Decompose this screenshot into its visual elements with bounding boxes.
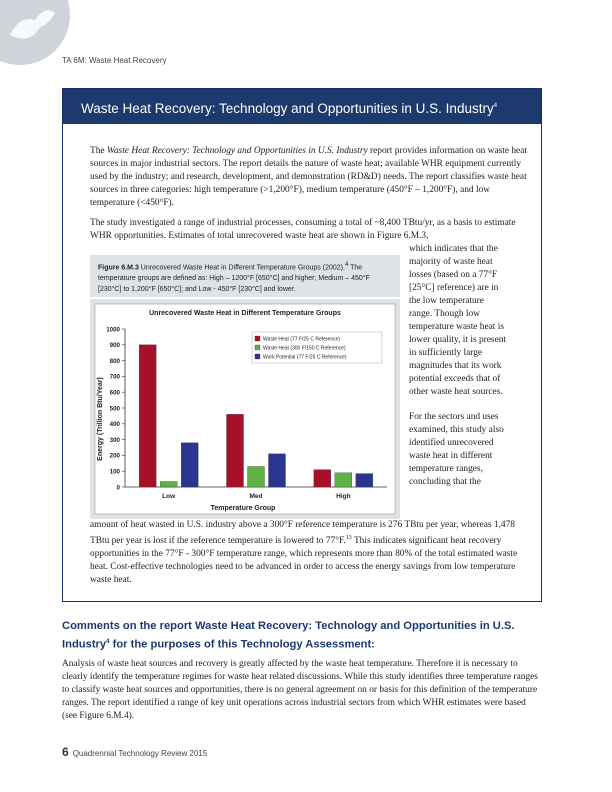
side-paragraph-1: which indicates that the majority of waste heat losses (based on a 77°F [25°C] reference) are in the low temperature range. Though low temperature waste heat is lower quality, it is present in sufficiently large magnitudes that its work potential exceeds that of other waste heat sources. <box>409 244 507 397</box>
bar <box>335 473 352 487</box>
y-tick-label: 400 <box>109 421 120 429</box>
side-text <box>409 243 509 489</box>
box-paragraph-3: amount of heat wasted in U.S. industry above a 300°F reference temperature is 276 TBtu per year, whereas 1,478 TBtu per year is lost if the reference temperature is lowered to 77°F.$^{13}$ This indicates significant heat recovery opportunities in the 77°F - 300°F temperature range, which represents more than 80% of the total estimated waste heat. Cost-effective technologies need to be advanced in order to access the energy savings from low temperature waste heat. <box>90 520 518 586</box>
legend-label: Waste Heat (77 F/25 C Reference) <box>263 336 341 343</box>
corner-emblem <box>0 0 70 65</box>
bar <box>248 466 265 487</box>
legend-swatch <box>255 345 260 350</box>
bar <box>139 345 156 487</box>
comments-paragraph: Analysis of waste heat sources and recovery is greatly affected by the waste heat temperature. Therefore it is necessary to clearly identify the temperature regimes for waste heat related discussions. While this study identifies three temperature ranges to classify waste heat sources and opportunities, there is no general agreement on or basis for this definition of the temperature ranges. The report identified a range of key unit operations across industrial sectors from which WHR estimates were based (see Figure 6.M.4). <box>62 659 538 721</box>
legend-swatch <box>255 354 260 359</box>
y-tick-label: 0 <box>116 484 120 492</box>
legend-label: Work Potential (77 F/25 C Reference) <box>263 354 347 361</box>
box-title: Waste Heat Recovery: Technology and Opportunities in U.S. Industry$^4$ <box>63 89 541 124</box>
bar <box>356 474 373 487</box>
y-tick-label: 200 <box>109 452 120 460</box>
x-tick-label: Low <box>162 493 176 500</box>
y-tick-label: 1000 <box>106 326 120 334</box>
publication-name: Quadrennial Technology Review 2015 <box>72 749 208 758</box>
chart-x-axis-label: Temperature Group <box>210 505 276 512</box>
side-paragraph-2: For the sectors and uses examined, this study also identified unrecovered waste heat in different temperature ranges, concluding that the <box>409 412 504 487</box>
bar <box>269 454 286 487</box>
sidebar-box <box>62 88 542 602</box>
figure-caption: Figure 6.M.3 Unrecovered Waste Heat in Different Temperature Groups (2002).$^4$ The temperature groups are defined as: High – 1200°F [650°C] and higher; Medium – 450°F [230°C] to 1,200°F [650°C]; and Low - 450°F [230°C] and lower. <box>90 255 400 297</box>
box-paragraph-1: The Waste Heat Recovery: Technology and Opportunities in U.S. Industry report provides information on waste heat sources in major industrial sectors. The report details the nature of waste heat; available WHR equipment currently used by the industry; and research, development, and demonstration (RD&D) needs. The report classifies waste heat sources in three categories: high temperature (>1,200°F), medium temperature (450°F – 1,200°F), and low temperature (<450°F). <box>90 146 527 208</box>
box-title-ref: 4 <box>493 103 498 109</box>
footer <box>62 745 207 759</box>
bar <box>181 443 198 487</box>
legend-label: Waste Heat (300 F/150 C Reference) <box>263 345 346 352</box>
legend-swatch <box>255 336 260 341</box>
bar <box>227 414 244 487</box>
y-tick-label: 700 <box>109 373 120 381</box>
bar <box>160 481 177 487</box>
figure-frame <box>90 299 400 519</box>
y-tick-label: 800 <box>109 357 120 365</box>
x-tick-label: High <box>336 493 351 500</box>
running-head: TA 6M: Waste Heat Recovery <box>62 56 167 65</box>
x-tick-label: Med <box>249 493 263 500</box>
chart-y-axis-label: Energy (Trillion Btu/Year) <box>97 377 104 461</box>
box-paragraph-2: The study investigated a range of industrial processes, consuming a total of ~8,400 TBtu/yr, as a basis to estimate WHR opportunities. Estimates of total unrecovered waste heat are shown in Figure 6.M.3, <box>90 218 516 241</box>
comments-heading: Comments on the report Waste Heat Recovery: Technology and Opportunities in U.S. Industry$^4$ for the purposes of this Technology Assessment: <box>62 620 515 651</box>
y-tick-label: 300 <box>109 436 120 444</box>
y-tick-label: 100 <box>109 468 120 476</box>
bar-chart <box>90 299 400 519</box>
y-tick-label: 900 <box>109 342 120 350</box>
y-tick-label: 500 <box>109 405 120 413</box>
bar <box>314 470 331 487</box>
y-tick-label: 600 <box>109 389 120 397</box>
chart-title: Unrecovered Waste Heat in Different Temperature Groups <box>149 310 341 317</box>
page-number: 6 <box>62 745 69 759</box>
emblem-icon <box>0 0 60 55</box>
